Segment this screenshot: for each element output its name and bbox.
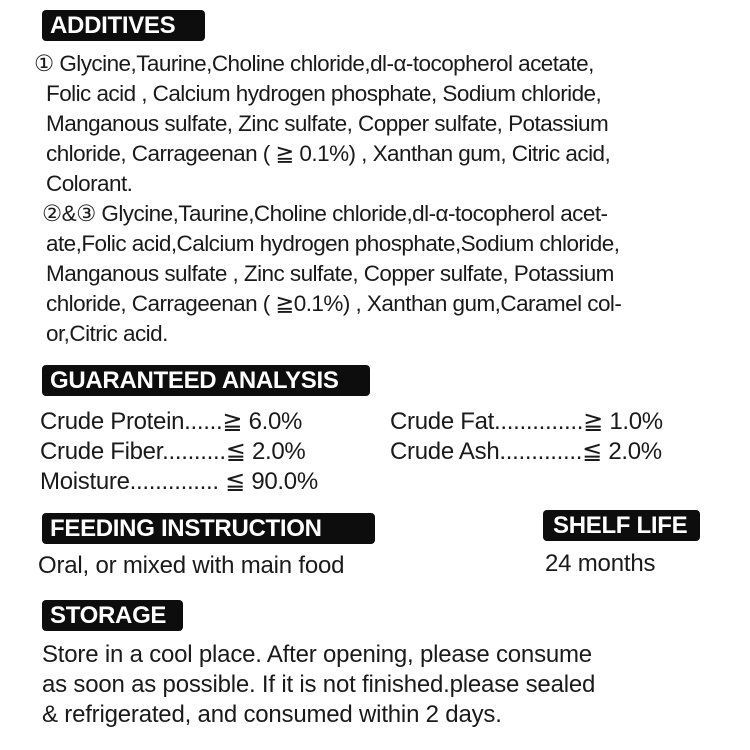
text-line: Folic acid , Calcium hydrogen phosphate, Sodium chloride, [46, 81, 602, 106]
text-line: or,Citric acid. [46, 321, 168, 346]
text-line: ②&③ Glycine,Taurine,Choline chloride,dl-α-tocopherol acet- [42, 201, 608, 226]
analysis-row: Crude Protein......≧ 6.0% [40, 408, 303, 435]
text-line: Colorant. [46, 171, 133, 196]
analysis-right-column [390, 407, 663, 467]
analysis-row: Crude Fiber..........≦ 2.0% [40, 438, 306, 465]
additives-formula-1 [34, 49, 611, 199]
text-line: ① Glycine,Taurine,Choline chloride,dl-α-tocopherol acetate, [34, 51, 594, 76]
additives-heading: ADDITIVES [42, 10, 205, 41]
text-line: as soon as possible. If it is not finished.please sealed [42, 671, 596, 698]
feeding-instruction-text: Oral, or mixed with main food [38, 552, 345, 579]
storage-text [42, 640, 595, 730]
text-line: Manganous sulfate , Zinc sulfate, Copper sulfate, Potassium [46, 261, 614, 286]
text-line: chloride, Carrageenan ( ≧0.1%) , Xanthan gum,Caramel col- [46, 291, 622, 316]
shelf-life-heading: SHELF LIFE [543, 510, 700, 541]
text-line: & refrigerated, and consumed within 2 days. [42, 701, 502, 728]
storage-heading: STORAGE [42, 600, 183, 631]
text-line: Manganous sulfate, Zinc sulfate, Copper sulfate, Potassium [46, 111, 609, 136]
guaranteed-analysis-heading: GUARANTEED ANALYSIS [42, 365, 370, 396]
text-line: ate,Folic acid,Calcium hydrogen phosphate,Sodium chloride, [46, 231, 620, 256]
analysis-row: Moisture.............. ≦ 90.0% [40, 468, 318, 495]
analysis-row: Crude Ash.............≦ 2.0% [390, 438, 662, 465]
feeding-instruction-heading: FEEDING INSTRUCTION [42, 513, 375, 544]
additives-formula-2-3 [42, 199, 622, 349]
analysis-row: Crude Fat..............≧ 1.0% [390, 408, 663, 435]
text-line: Store in a cool place. After opening, please consume [42, 641, 592, 668]
shelf-life-text: 24 months [545, 550, 656, 577]
analysis-left-column [40, 407, 318, 497]
text-line: chloride, Carrageenan ( ≧ 0.1%) , Xanthan gum, Citric acid, [46, 141, 611, 166]
